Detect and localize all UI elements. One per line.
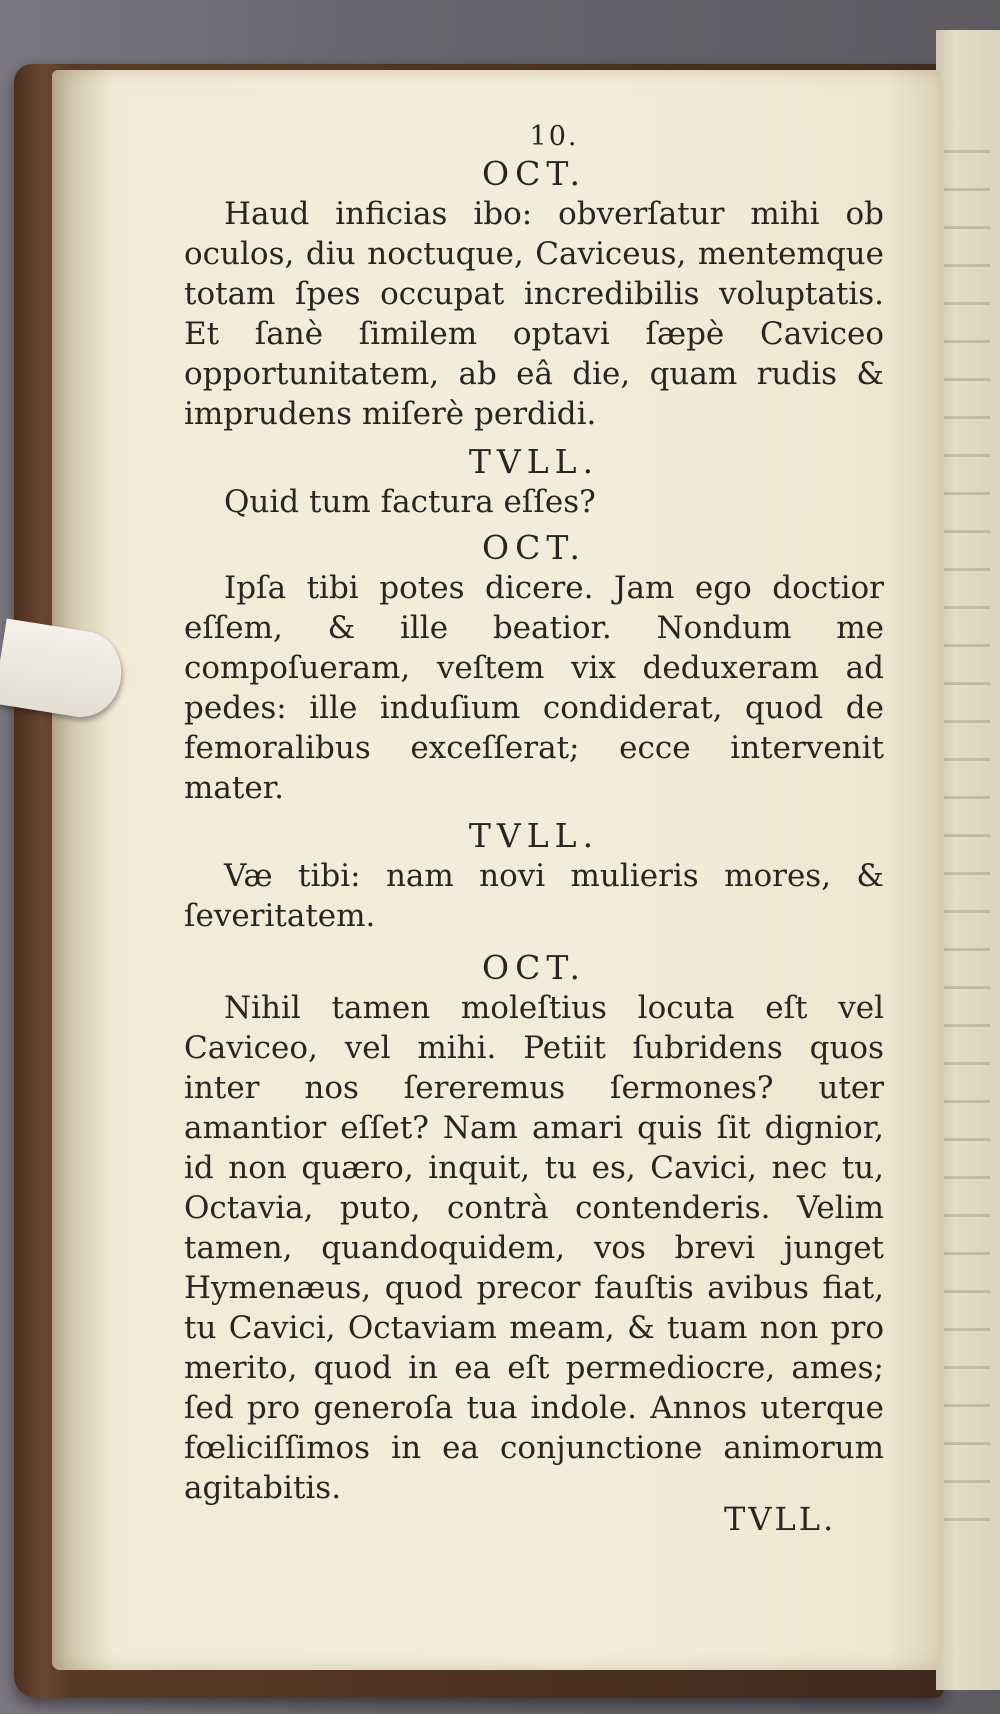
page-number: 10.: [529, 121, 579, 152]
speech-paragraph: Quid tum factura eſſes?: [224, 484, 596, 520]
speaker-heading: OCT.: [482, 948, 586, 987]
catchword: TVLL.: [724, 1500, 837, 1538]
facing-page-edge: [936, 30, 1000, 1690]
speaker-heading: OCT.: [482, 528, 586, 567]
speech-paragraph: Nihil tamen moleſtius locuta eſt vel Caviceo, vel mihi. Petiit ſubridens quos inter nos ſereremus ſermones? uter amantior eſſet? Nam amari quis ſit dignior, id non quæro, inquit, tu es, Cavici, nec tu, Octavia, puto, contrà contenderis. Velim tamen, quandoquidem, vos brevi junget Hymenæus, quod precor fauſtis avibus fiat, tu Cavici, Octaviam meam, & tuam non pro merito, quod in ea eſt permediocre, ames; ſed pro generoſa tua indole. Annos uterque fœliciſſimos in ea conjunctione animorum agitabitis.: [184, 990, 884, 1506]
speech-paragraph: Ipſa tibi potes dicere. Jam ego doctior eſſem, & ille beatior. Nondum me compoſueram, veſtem vix deduxeram ad pedes: ille induſium condiderat, quod de femoralibus exceſſerat; ecce intervenit mater.: [184, 570, 884, 806]
speech-paragraph: Væ tibi: nam novi mulieris mores, & ſeveritatem.: [184, 858, 884, 934]
bleed-through-text: [944, 150, 990, 1550]
gutter-shadow: [52, 70, 112, 1670]
speaker-heading: TVLL.: [468, 442, 600, 481]
page-text: [184, 120, 884, 1508]
speech-paragraph: Haud inficias ibo: obverſatur mihi ob oculos, diu noctuque, Caviceus, mentemque totam ſpes occupat incredibilis voluptatis. Et ſanè ſimilem optavi ſæpè Caviceo opportunitatem, ab eâ die, quam rudis & imprudens miſerè perdidi.: [184, 196, 884, 432]
speaker-heading: TVLL.: [468, 816, 600, 855]
speaker-heading: OCT.: [482, 154, 586, 193]
